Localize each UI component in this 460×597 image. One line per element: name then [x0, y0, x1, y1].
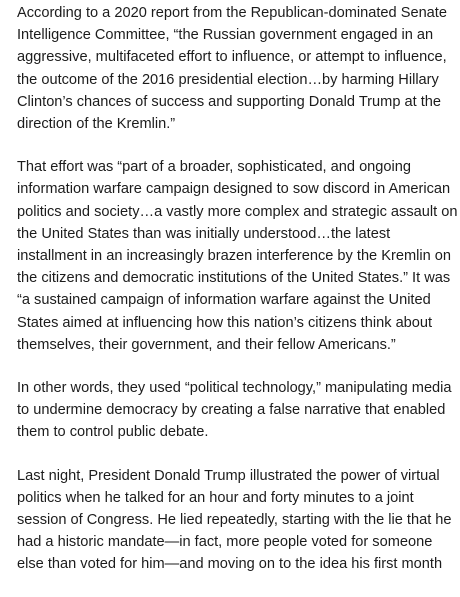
text-line: aggressive, multifaceted effort to influence, or attempt to influence,: [17, 49, 447, 66]
text-line: According to a 2020 report from the Republican-dominated Senate: [17, 5, 447, 21]
text-line: Last night, President Donald Trump illustrated the power of virtual: [17, 467, 440, 484]
text-line: Intelligence Committee, “the Russian government engaged in an: [17, 27, 434, 44]
text-line: politics and society…a vastly more complex and strategic assault on: [17, 203, 458, 220]
text-line: else than voted for him—and moving on to the idea his first month: [17, 556, 443, 573]
text-line: States aimed at influencing how this nation’s citizens think about: [17, 314, 433, 331]
text-line: In other words, they used “political technology,” manipulating media: [17, 380, 452, 397]
text-line: That effort was “part of a broader, sophisticated, and ongoing: [17, 159, 412, 176]
text-line: them to control public debate.: [17, 424, 209, 441]
paragraph-joint-session: [17, 465, 452, 576]
text-line: had a historic mandate—in fact, more people voted for someone: [17, 534, 433, 551]
text-line: session of Congress. He lied repeatedly, starting with the lie that he: [17, 512, 452, 529]
text-line: the outcome of the 2016 presidential election…by harming Hillary: [17, 71, 439, 88]
text-line: the United States than was initially understood…the latest: [17, 225, 391, 242]
paragraph-political-technology: [17, 377, 452, 444]
text-line: information warfare campaign designed to sow discord in American: [17, 181, 451, 198]
text-line: themselves, their government, and their fellow Americans.”: [17, 336, 396, 353]
paragraph-information-warfare: [17, 156, 458, 356]
text-line: the citizens and democratic institutions of the United States.” It was: [17, 270, 451, 287]
text-line: politics when he talked for an hour and forty minutes to a joint: [17, 489, 414, 506]
text-line: “a sustained campaign of information warfare against the United: [17, 292, 431, 309]
paragraph-senate-report: [17, 2, 447, 135]
text-line: Clinton’s chances of success and supporting Donald Trump at the: [17, 93, 442, 110]
text-line: installment in an increasingly brazen interference by the Kremlin on: [17, 248, 451, 265]
text-line: direction of the Kremlin.”: [17, 116, 176, 133]
text-line: to undermine democracy by creating a false narrative that enabled: [17, 402, 446, 419]
article-body: [17, 2, 458, 597]
